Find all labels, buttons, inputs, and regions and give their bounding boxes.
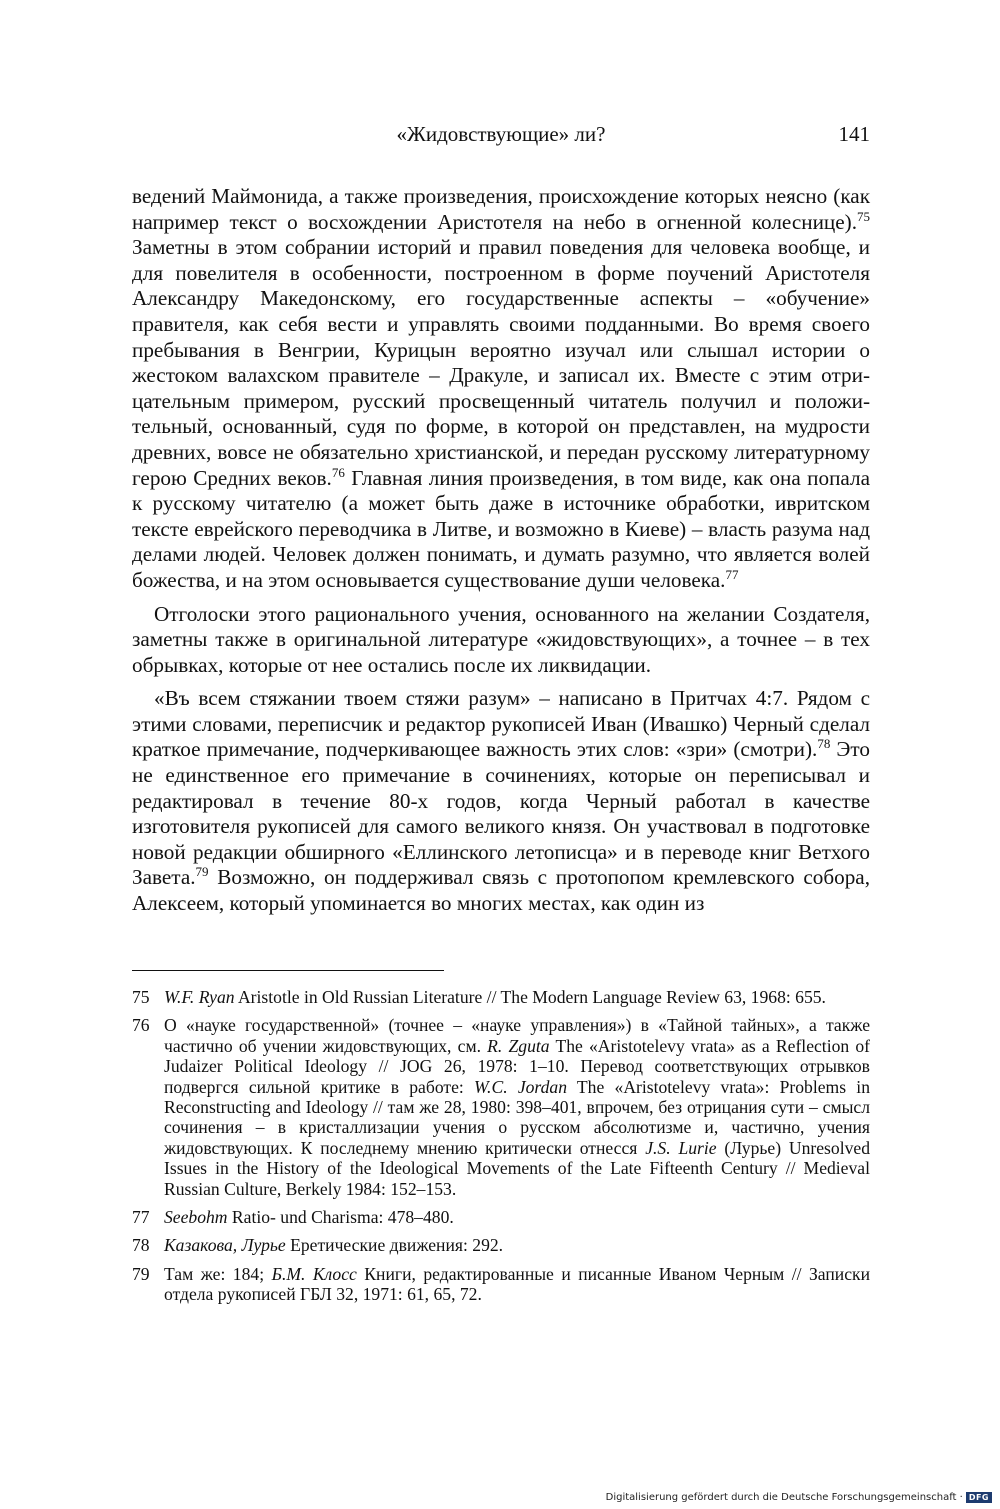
footnote (132, 987, 870, 1007)
footnote-number: 76 (132, 1015, 150, 1036)
author-name: Б.М. Клосс (271, 1263, 357, 1284)
text-run: Еретические движения: 292. (285, 1235, 504, 1256)
footnote (132, 1207, 870, 1227)
text-run: The «Aristotelevy vrata» as a Reflection of Judaizer Political Ideology // JOG 26, 1978: 1–10. Перевод соответствующих отрывков подвергся сильной критике в работе: (164, 1035, 871, 1097)
text-run: (Лурье) Unresolved Issues in the History of the Ideological Movements of the Late Fifteenth Century // Medieval Russian Culture, Berkely 1984: 152–153. (164, 1137, 870, 1199)
author-name: Казакова, Лурье (164, 1235, 286, 1256)
footnotes (132, 987, 870, 1313)
digitization-credit (606, 1492, 992, 1503)
text-run: «Въ всем стяжании твоем стяжи разум» – написано в Притчах 4:7. Рядом с этими словами, переписчик и редактор рукописей Иван (Ивашко) Черный сделал краткое примечание, подчеркивающее важность этих слов: «зри» (смотри). (132, 686, 870, 762)
footnote-ref: 76 (331, 464, 345, 480)
footnote-separator (132, 970, 444, 971)
footnote-number: 79 (132, 1263, 150, 1284)
footnote (132, 1015, 870, 1199)
author-name: R. Zguta (487, 1035, 550, 1056)
text-run: Ratio- und Charisma: 478–480. (227, 1207, 454, 1228)
text-run: Главная линия произведения, в том виде, как она попала к русскому читателю (а может быть даже в источнике обработки, ивритском тексте еврейского переводчика в Литве, и возможно в Киеве) – власть разума над делами людей. Человек должен понимать, и думать разумно, что является волей божества, и на этом основывается существование души человека. (132, 465, 870, 592)
footnote-text (164, 1207, 870, 1227)
page-number: 141 (838, 122, 870, 146)
text-run: ведений Маймонида, а также произведения, происхождение которых неясно (как например текст о восхождении Аристотеля на небо в огненной колеснице). (132, 184, 870, 234)
text-run: The «Aristotelevy vrata»: Problems in Reconstructing and Ideology // там же 28, 1980: 398–401, впрочем, без отрицания сути – смысл сочинения – в кристаллизации учения о русском абсолютизме и, частично, учения жидовствующих. К последнему мнению критически отнесся (164, 1076, 870, 1158)
author-name: W.C. Jordan (474, 1076, 568, 1097)
running-title: «Жидовствующие» ли? (396, 122, 606, 146)
footnote (132, 1235, 870, 1255)
footnote-text (164, 1264, 870, 1305)
author-name: W.F. Ryan (164, 987, 235, 1007)
text-run: Заметны в этом собрании историй и правил поведения для человека вообще, и для повелителя в особенности, построенном в форме поучений Аристотеля Александру Македонскому, его государственные аспекты – «обучение» правителя, как себя вести и управлять своими подданными. Во время своего пребывания в Венгрии, Курицын вероятно изучал или слышал истории о жестоком валахском правителе – Дракуле, и записал их. Вместе с этим отрицательным примером, русский просвещенный читатель получил и положительный, основанный, судя по форме, в которой он представлен, на мудрости древних, вовсе не обязательно христианской, и передан русскому литературному герою Средних веков. (132, 235, 870, 490)
footnote-text (164, 1235, 870, 1255)
footnote-text (164, 1015, 870, 1199)
text-run: Aristotle in Old Russian Literature // The Modern Language Review 63, 1968: 655. (234, 987, 826, 1007)
author-name: J.S. Lurie (645, 1137, 717, 1158)
dfg-caption: Digitalisierung gefördert durch die Deutsche Forschungsgemeinschaft · (605, 1492, 963, 1503)
paragraph (132, 184, 870, 594)
text-run: Там же: 184; (164, 1263, 272, 1284)
main-text (132, 184, 870, 917)
text-run: Это не единственное его примечание в сочинениях, которые он переписывал и редактировал в течение 80-х годов, когда Черный работал в качестве изготовителя рукописей для самого великого князя. Он участвовал в подготовке новой редакции обширного «Еллинского летописца» и в переводе книг Ветхого Завета. (132, 737, 870, 890)
footnote (132, 1264, 870, 1305)
paragraph (132, 686, 870, 916)
dfg-logo: DFG (966, 1492, 992, 1503)
footnote-ref: 75 (857, 208, 870, 224)
footnote-ref: 78 (817, 736, 831, 752)
footnote-number: 77 (132, 1207, 150, 1228)
footnote-number: 75 (132, 987, 150, 1007)
footnote-ref: 77 (725, 566, 739, 582)
footnote-number: 78 (132, 1235, 150, 1256)
paragraph: Отголоски этого рационального учения, основанного на желании Создателя, заметны также в оригинальной литературе «жидовствующих», а точнее – в тех обрывках, которые от нее остались после их ликвидации. (132, 601, 870, 677)
footnote-text (164, 987, 870, 1007)
author-name: Seebohm (164, 1207, 228, 1228)
text-run: О «науке государственной» (точнее – «науке управления») в «Тайной тайных», а также частично об учении жидовствующих, см. (164, 1015, 870, 1056)
footnote-ref: 79 (195, 864, 209, 880)
text-run: Возможно, он поддерживал связь с протопопом кремлевского собора, Алексеем, который упоминается во многих местах, как один из (132, 865, 870, 916)
text-run: Книги, редактированные и писанные Иваном Черным // Записки отдела рукописей ГБЛ 32, 1971: 61, 65, 72. (164, 1263, 870, 1305)
